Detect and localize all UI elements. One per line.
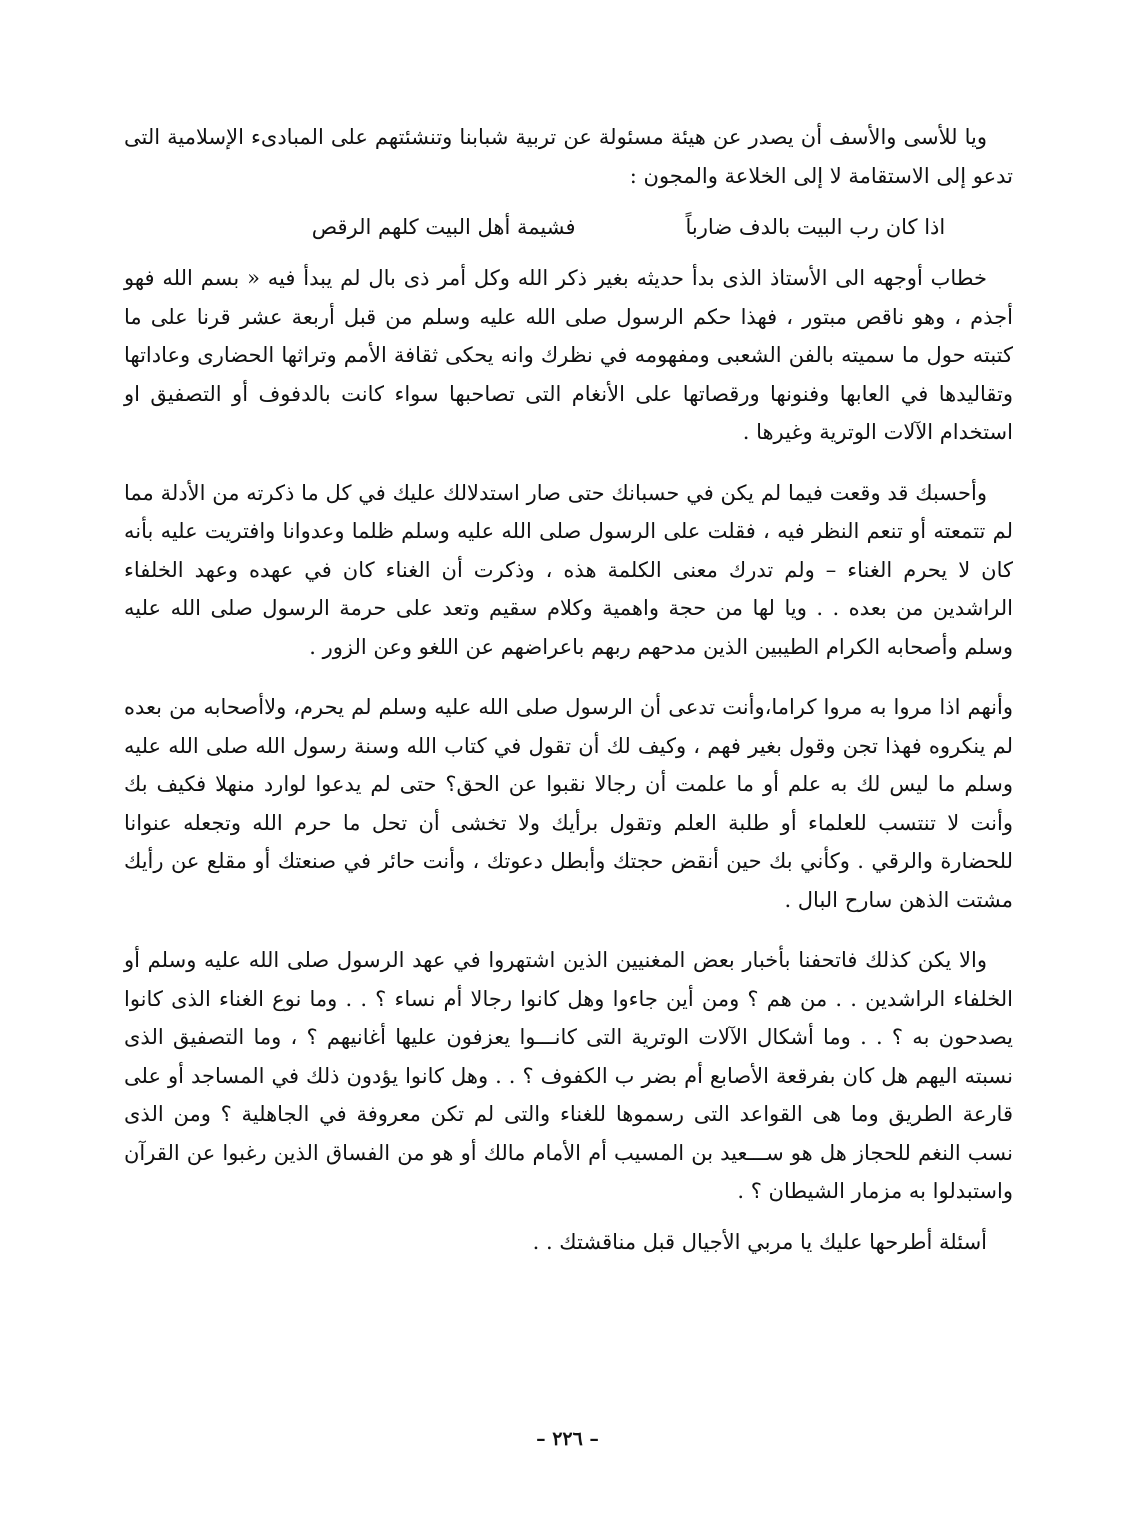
verse-first-hemistich: اذا كان رب البيت بالدف ضارباً [685, 215, 946, 239]
paragraph-gap [124, 452, 1013, 474]
paragraph-2: خطاب أوجهه الى الأستاذ الذى بدأ حديثه بغير ذكر الله وكل أمر ذى بال لم يبدأ فيه « بسم الله فهو أجذم ، وهو ناقص مبتور ، فهذا حكم الرسول صلى الله عليه وسلم من قبل أربعة عشر قرنا على ما كتبته حول ما سميته بالفن الشعبى ومفهومه في نظرك وانه يحكى ثقافة الأمم وتراثها الحضارى وعاداتها وتقاليدها في العابها وفنونها ورقصاتها على الأنغام التى تصاحبها سواء كانت بالدفوف أو التصفيق او استخدام الآلات الوترية وغيرها . [124, 266, 1013, 444]
paragraph-3: وأحسبك قد وقعت فيما لم يكن في حسبانك حتى صار استدلالك عليك في كل ما ذكرته من الأدلة مما لم تتمعته أو تنعم النظر فيه ، فقلت على الرسول صلى الله عليه وسلم ظلما وعدوانا وافتريت عليه بأنه كان لا يحرم الغناء – ولم تدرك معنى الكلمة هذه ، وذكرت أن الغناء كان في عهده وعهد الخلفاء الراشدين من بعده . . ويا لها من حجة واهمية وكلام سقيم وتعد على حرمة الرسول صلى الله عليه وسلم وأصحابه الكرام الطيبين الذين مدحهم ربهم باعراضهم عن اللغو وعن الزور . [124, 480, 1013, 659]
paragraph-gap [124, 919, 1013, 941]
poetry-verse [124, 207, 1013, 247]
paragraph-6: أسئلة أطرحها عليك يا مربي الأجيال قبل مناقشتك . . [532, 1229, 987, 1254]
paragraph-5: والا يكن كذلك فاتحفنا بأخبار بعض المغنيين الذين اشتهروا في عهد الرسول صلى الله عليه وسلم أو الخلفاء الراشدين . . من هم ؟ ومن أين جاءوا وهل كانوا رجالا أم نساء ؟ . . وما نوع الغناء الذى كانوا يصدحون به ؟ . . وما أشكال الآلات الوترية التى كانـــوا يعزفون عليها أغانيهم ؟ ، وما التصفيق الذى نسبته اليهم هل كان بفرقعة الأصابع أم بضر ب الكفوف ؟ . . وهل كانوا يؤدون ذلك في المساجد أو على قارعة الطريق وما هى القواعد التى رسموها للغناء والتى لم تكن معروفة في الجاهلية ؟ ومن الذى نسب النغم للحجاز هل هو ســـعيد بن المسيب أم الأمام مالك أو هو من الفساق الذين رغبوا عن القرآن واستبدلوا به مزمار الشيطان ؟ . [124, 948, 1013, 1203]
paragraph-4: وأنهم اذا مروا به مروا كراما،وأنت تدعى أن الرسول صلى الله عليه وسلم لم يحرم، ولاأصحابه من بعده لم ينكروه فهذا تجن وقول بغير فهم ، وكيف لك أن تقول في كتاب الله وسنة رسول الله صلى الله عليه وسلم ما ليس لك به علم أو ما علمت أن رجالا نقبوا عن الحق؟ حتى لم يدعوا لوارد منهلا فكيف بك وأنت لا تنتسب للعلماء أو طلبة العلم وتقول برأيك ولا تخشى أن تحل ما حرم الله وتجعله عنوانا للحضارة والرقي . وكأني بك حين أنقض حجتك وأبطل دعوتك ، وأنت حائر في صنعتك أو مقلع عن رأيك مشتت الذهن سارح البال . [124, 695, 1013, 912]
page-number: – ٢٢٦ – [536, 1428, 599, 1450]
paragraph-gap [124, 1211, 1013, 1223]
paragraph-gap [124, 666, 1013, 688]
paragraph-1: ويا للأسى والأسف أن يصدر عن هيئة مسئولة عن تربية شبابنا وتنشئتهم على المبادىء الإسلامية التى تدعو إلى الاستقامة لا إلى الخلاعة والمجون : [124, 125, 1013, 188]
verse-second-hemistich: فشيمة أهل البيت كلهم الرقص [311, 215, 576, 239]
